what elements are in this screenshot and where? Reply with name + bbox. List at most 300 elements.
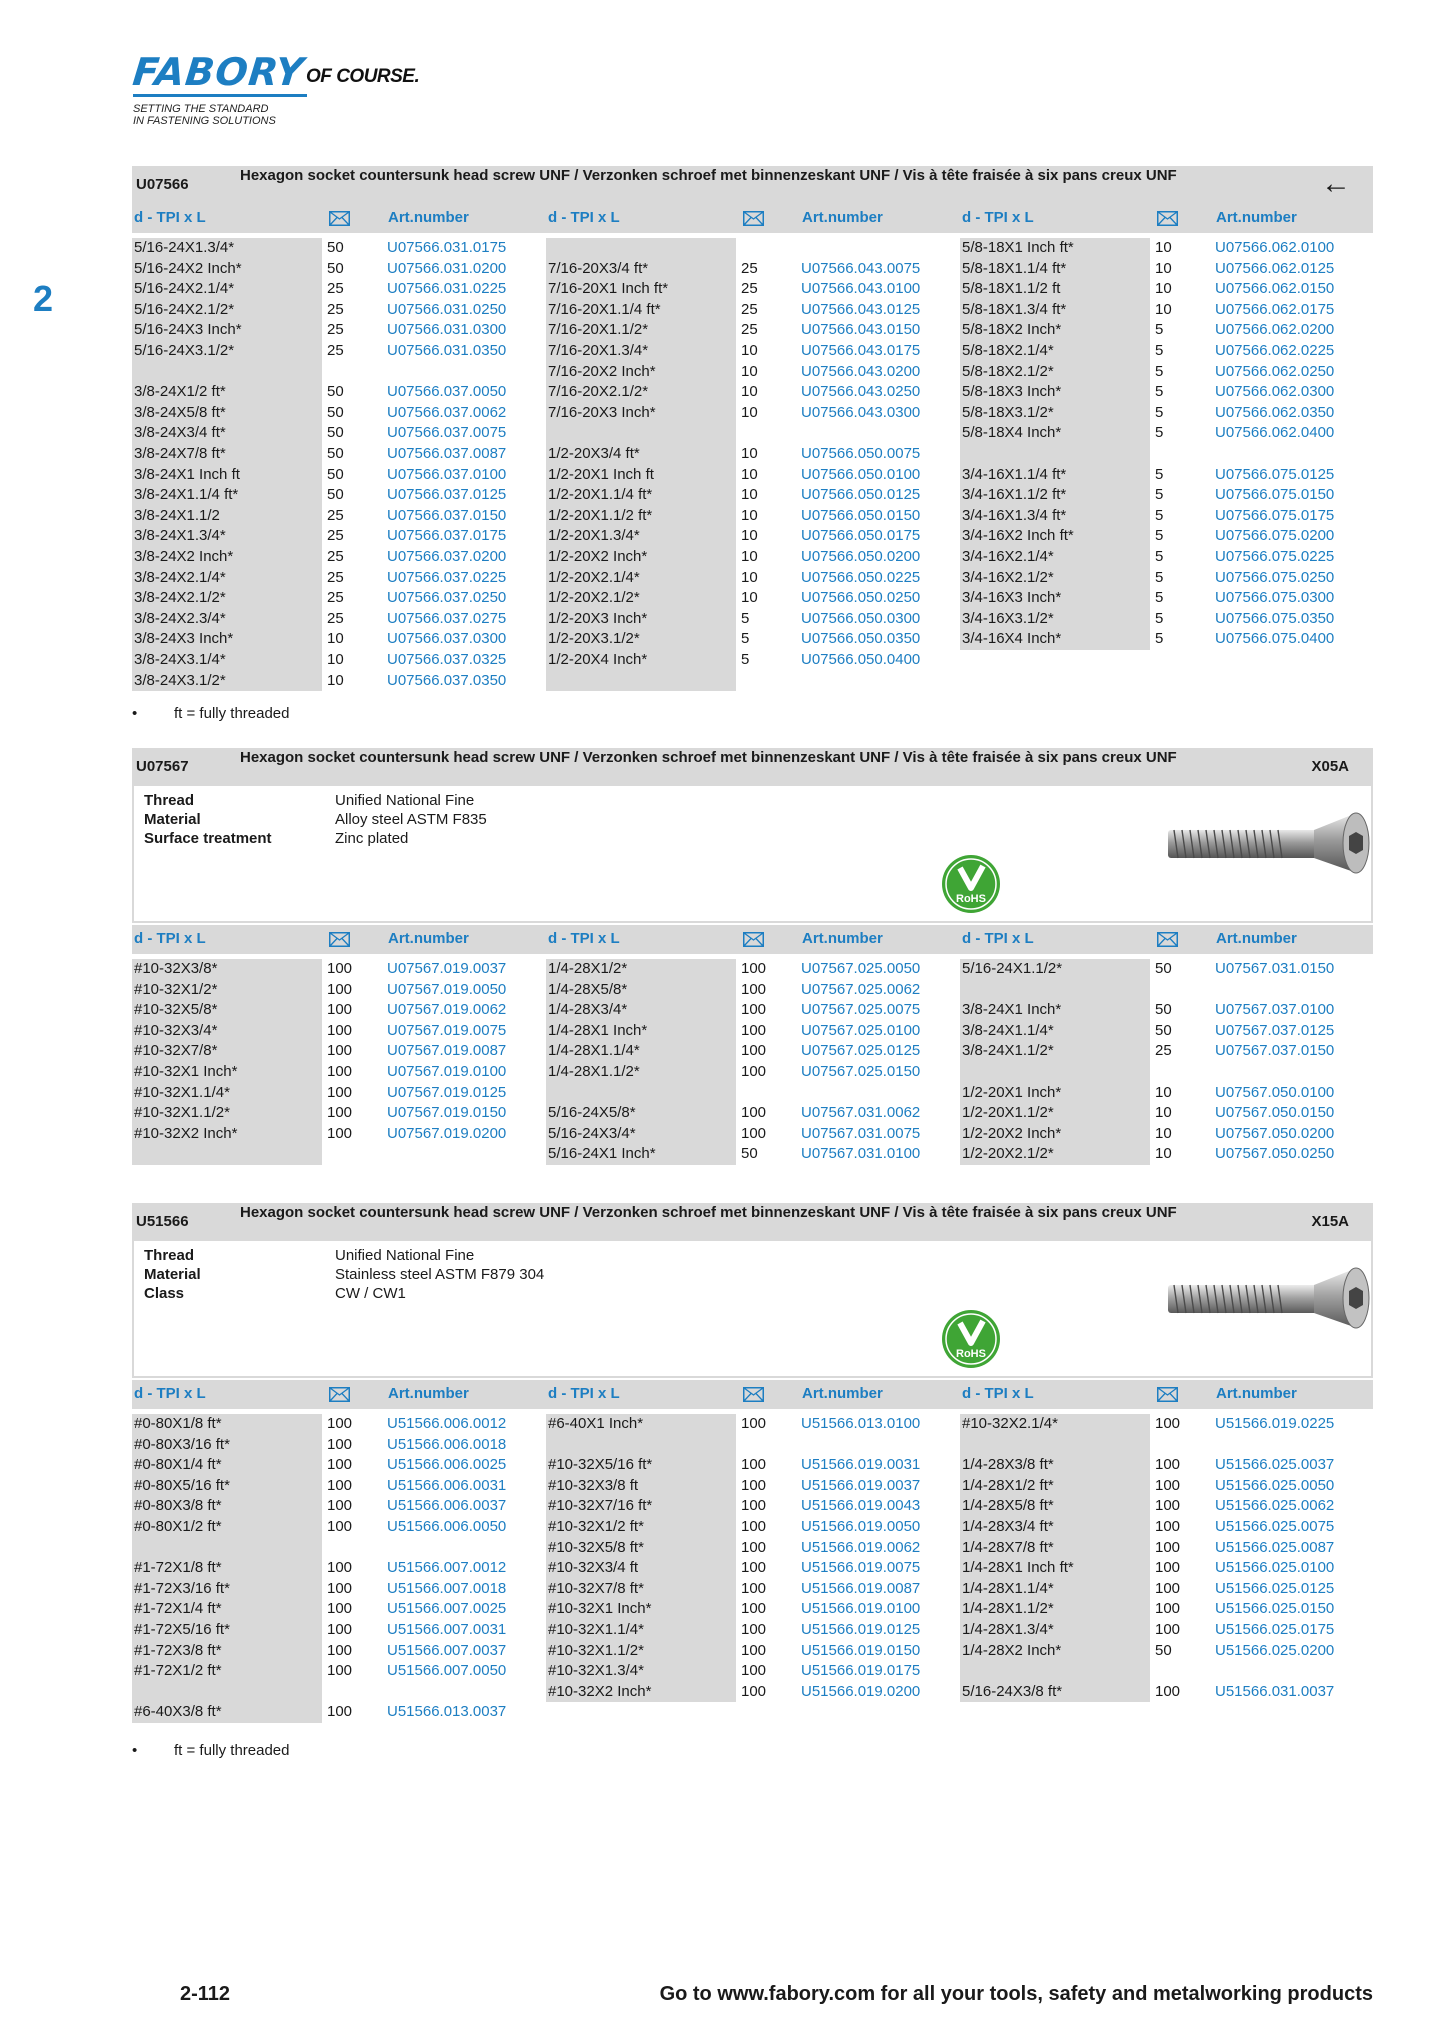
size-cell: #0-80X3/16 ft* <box>134 1435 230 1453</box>
art-number-cell[interactable]: U07566.031.0350 <box>387 342 507 359</box>
size-cell: #10-32X1.1/2* <box>134 1104 230 1122</box>
size-cell: 7/16-20X1 Inch ft* <box>548 280 669 298</box>
art-number-cell[interactable]: U07566.043.0300 <box>801 403 921 421</box>
quantity-cell: 5 <box>1155 589 1164 607</box>
property-value: CW / CW1 <box>335 1285 406 1302</box>
quantity-cell: 100 <box>327 1063 353 1080</box>
column-label-size: d - TPI x L <box>548 209 620 226</box>
size-cell: #10-32X1.1/4* <box>134 1083 230 1101</box>
property-label: Surface treatment <box>144 830 272 847</box>
quantity-cell: 100 <box>741 1621 767 1638</box>
section-title: Hexagon socket countersunk head screw UNF / Verzonken schroef met binnenzeskant UNF / Vis à tête fraisée à six pans creux UNF <box>240 749 1177 766</box>
size-cell: #1-72X3/8 ft* <box>134 1641 222 1659</box>
size-cell: #10-32X7/8* <box>134 1042 218 1060</box>
column-label-art-number: Art.number <box>388 930 469 947</box>
size-cell: #10-32X7/8 ft* <box>548 1579 644 1597</box>
size-cell: 3/4-16X1.1/2 ft* <box>962 486 1067 504</box>
art-number-cell[interactable]: U07566.037.0350 <box>387 671 507 689</box>
art-number-cell[interactable]: U51566.007.0018 <box>387 1579 507 1597</box>
art-number-cell[interactable]: U07566.037.0125 <box>387 486 507 504</box>
section-u07566 <box>132 166 1373 689</box>
quantity-cell: 10 <box>741 527 758 545</box>
size-cell: 1/2-20X1.1/4 ft* <box>548 486 653 504</box>
quantity-cell: 50 <box>327 403 344 421</box>
art-number-cell[interactable]: U51566.025.0150 <box>1215 1600 1335 1618</box>
size-cell: 5/8-18X1.3/4 ft* <box>962 300 1067 318</box>
art-number-cell[interactable]: U07566.050.0350 <box>801 630 921 648</box>
column-header-row <box>132 925 1373 954</box>
size-cell: #1-72X5/16 ft* <box>134 1621 230 1638</box>
property-label: Class <box>144 1285 185 1302</box>
art-number-cell[interactable]: U07566.050.0150 <box>801 506 921 524</box>
art-number-cell[interactable]: U07567.025.0075 <box>801 1001 921 1019</box>
size-cell: #10-32X1 Inch* <box>134 1063 238 1080</box>
art-number-cell[interactable]: U07566.043.0125 <box>801 300 921 318</box>
art-number-cell[interactable]: U07566.075.0350 <box>1215 609 1335 627</box>
quantity-cell: 100 <box>327 1104 353 1122</box>
quantity-cell: 25 <box>327 342 344 359</box>
size-cell: 1/4-28X1.1/2* <box>548 1063 640 1080</box>
art-number-cell[interactable]: U07567.019.0087 <box>387 1042 507 1060</box>
size-cell: 7/16-20X3 Inch* <box>548 403 656 421</box>
section-title: Hexagon socket countersunk head screw UNF / Verzonken schroef met binnenzeskant UNF / Vis à tête fraisée à six pans creux UNF <box>240 1204 1177 1221</box>
brand-name: FABORY <box>130 50 307 94</box>
size-cell: #10-32X3/4 ft <box>548 1559 639 1577</box>
section-header <box>132 166 1373 204</box>
size-cell: 1/2-20X4 Inch* <box>548 651 648 668</box>
quantity-cell: 100 <box>327 960 353 977</box>
quantity-cell: 25 <box>741 280 758 298</box>
size-cell: #1-72X1/8 ft* <box>134 1559 222 1577</box>
size-cell: 3/8-24X1 Inch ft <box>134 465 240 483</box>
art-number-cell[interactable]: U51566.025.0200 <box>1215 1641 1335 1659</box>
column-label-art-number: Art.number <box>1216 209 1297 226</box>
art-number-cell[interactable]: U51566.019.0150 <box>801 1641 921 1659</box>
art-number-cell[interactable]: U07566.062.0225 <box>1215 342 1335 359</box>
art-number-cell[interactable]: U07566.062.0150 <box>1215 280 1335 298</box>
art-number-cell[interactable]: U51566.025.0050 <box>1215 1476 1335 1494</box>
quantity-cell: 100 <box>741 1021 767 1039</box>
art-number-cell[interactable]: U51566.019.0125 <box>801 1621 921 1638</box>
art-number-cell[interactable]: U51566.019.0062 <box>801 1538 921 1556</box>
column-label-size: d - TPI x L <box>962 209 1034 226</box>
quantity-cell: 50 <box>327 383 344 401</box>
column-label-size: d - TPI x L <box>548 1385 620 1402</box>
section-category-code: X15A <box>1311 1213 1349 1230</box>
art-number-cell[interactable]: U07567.019.0037 <box>387 960 507 977</box>
column-label-art-number: Art.number <box>802 209 883 226</box>
art-number-cell[interactable]: U51566.007.0025 <box>387 1600 507 1618</box>
art-number-cell[interactable]: U51566.019.0075 <box>801 1559 921 1577</box>
art-number-cell[interactable]: U07567.025.0150 <box>801 1063 921 1080</box>
size-cell: #10-32X5/8 ft* <box>548 1538 644 1556</box>
art-number-cell[interactable]: U07566.037.0225 <box>387 568 507 586</box>
art-number-cell[interactable]: U07566.062.0100 <box>1215 239 1335 256</box>
envelope-icon <box>329 1387 350 1402</box>
quantity-cell: 100 <box>1155 1559 1181 1577</box>
size-cell: #10-32X7/16 ft* <box>548 1497 653 1515</box>
art-number-cell[interactable]: U51566.006.0031 <box>387 1476 507 1494</box>
quantity-cell: 50 <box>1155 1001 1172 1019</box>
size-cell: 1/4-28X1 Inch* <box>548 1021 648 1039</box>
quantity-cell: 5 <box>1155 486 1164 504</box>
size-cell: 1/2-20X1.1/2* <box>962 1104 1054 1122</box>
size-cell: 3/8-24X1.1/2* <box>962 1042 1054 1060</box>
quantity-cell: 10 <box>1155 300 1172 318</box>
size-cell: 3/8-24X2.1/4* <box>134 568 226 586</box>
property-value: Zinc plated <box>335 830 409 847</box>
size-cell: 1/2-20X2 Inch* <box>548 548 648 565</box>
size-cell: #0-80X1/4 ft* <box>134 1456 222 1474</box>
quantity-cell: 100 <box>1155 1518 1181 1535</box>
art-number-cell[interactable]: U07566.050.0075 <box>801 445 921 462</box>
art-number-cell[interactable]: U07566.037.0100 <box>387 465 507 483</box>
art-number-cell[interactable]: U07566.037.0275 <box>387 609 507 627</box>
art-number-cell[interactable]: U07566.037.0150 <box>387 506 507 524</box>
size-cell: 3/4-16X1.3/4 ft* <box>962 506 1067 524</box>
art-number-cell[interactable]: U51566.007.0031 <box>387 1621 507 1638</box>
art-number-cell[interactable]: U07566.050.0175 <box>801 527 921 545</box>
art-number-cell[interactable]: U51566.006.0050 <box>387 1518 507 1535</box>
art-number-cell[interactable]: U07566.031.0250 <box>387 300 507 318</box>
art-number-cell[interactable]: U07567.019.0062 <box>387 1001 507 1019</box>
size-cell: #10-32X1.1/2* <box>548 1641 644 1659</box>
art-number-cell[interactable]: U07567.050.0150 <box>1215 1104 1335 1122</box>
size-cell: 5/16-24X1.1/2* <box>962 960 1063 977</box>
art-number-cell[interactable]: U07566.043.0200 <box>801 362 921 380</box>
size-cell: 5/16-24X2 Inch* <box>134 259 242 277</box>
screw-image-icon <box>1164 1265 1374 1331</box>
art-number-cell[interactable]: U07567.025.0050 <box>801 960 921 977</box>
quantity-cell: 5 <box>1155 321 1164 339</box>
art-number-cell[interactable]: U07567.031.0075 <box>801 1124 921 1142</box>
quantity-cell: 100 <box>327 1476 353 1494</box>
column-label-art-number: Art.number <box>388 209 469 226</box>
quantity-cell: 25 <box>327 568 344 586</box>
art-number-cell[interactable]: U07566.043.0175 <box>801 342 921 359</box>
quantity-cell: 10 <box>741 486 758 504</box>
art-number-cell[interactable]: U51566.007.0012 <box>387 1559 507 1577</box>
art-number-cell[interactable]: U07566.037.0250 <box>387 589 507 607</box>
art-number-cell[interactable]: U07566.075.0225 <box>1215 548 1335 565</box>
art-number-cell[interactable]: U07566.050.0250 <box>801 589 921 607</box>
size-cell: 1/2-20X1.1/2 ft* <box>548 506 653 524</box>
size-cell: 1/4-28X1.3/4* <box>962 1621 1054 1638</box>
quantity-cell: 5 <box>1155 630 1164 648</box>
art-number-cell[interactable]: U51566.025.0062 <box>1215 1497 1335 1515</box>
size-cell: 5/16-24X3.1/2* <box>134 342 235 359</box>
art-number-cell[interactable]: U51566.013.0037 <box>387 1703 507 1721</box>
art-number-cell[interactable]: U51566.019.0100 <box>801 1600 921 1618</box>
art-number-cell[interactable]: U51566.007.0037 <box>387 1641 507 1659</box>
quantity-cell: 100 <box>741 1476 767 1494</box>
art-number-cell[interactable]: U07566.075.0200 <box>1215 527 1335 545</box>
size-cell: 1/4-28X1/2 ft* <box>962 1476 1054 1494</box>
art-number-cell[interactable]: U51566.031.0037 <box>1215 1682 1335 1700</box>
size-cell: 3/8-24X3 Inch* <box>134 630 234 648</box>
size-cell: 1/4-28X5/8 ft* <box>962 1497 1054 1515</box>
quantity-cell: 50 <box>327 486 344 504</box>
art-number-cell[interactable]: U07567.019.0200 <box>387 1124 507 1142</box>
column-label-size: d - TPI x L <box>134 930 206 947</box>
art-number-cell[interactable]: U51566.025.0100 <box>1215 1559 1335 1577</box>
size-cell: 7/16-20X2.1/2* <box>548 383 649 401</box>
art-number-cell[interactable]: U07566.062.0175 <box>1215 300 1335 318</box>
property-label: Material <box>144 1266 201 1283</box>
art-number-cell[interactable]: U07566.043.0075 <box>801 259 921 277</box>
art-number-cell[interactable]: U51566.025.0075 <box>1215 1518 1335 1535</box>
art-number-cell[interactable]: U07566.037.0075 <box>387 424 507 442</box>
size-cell: 5/16-24X2.1/4* <box>134 280 235 298</box>
art-number-cell[interactable]: U07566.050.0400 <box>801 651 921 668</box>
size-cell: 7/16-20X1.3/4* <box>548 342 649 359</box>
art-number-cell[interactable]: U51566.007.0050 <box>387 1662 507 1680</box>
quantity-cell: 25 <box>327 527 344 545</box>
art-number-cell[interactable]: U07566.037.0200 <box>387 548 507 565</box>
section-code: U07566 <box>136 176 189 193</box>
art-number-cell[interactable]: U07566.062.0250 <box>1215 362 1335 380</box>
size-cell: 1/4-28X3/4* <box>548 1001 628 1019</box>
art-number-cell[interactable]: U07567.019.0125 <box>387 1083 507 1101</box>
size-cell: 1/4-28X2 Inch* <box>962 1641 1062 1659</box>
art-number-cell[interactable]: U07566.050.0200 <box>801 548 921 565</box>
size-cell: 3/4-16X2.1/4* <box>962 548 1054 565</box>
art-number-cell[interactable]: U07567.037.0125 <box>1215 1021 1335 1039</box>
art-number-cell[interactable]: U51566.025.0175 <box>1215 1621 1335 1638</box>
quantity-cell: 10 <box>741 465 758 483</box>
quantity-cell: 50 <box>741 1145 758 1163</box>
art-number-cell[interactable]: U51566.019.0087 <box>801 1579 921 1597</box>
art-number-cell[interactable]: U07566.075.0400 <box>1215 630 1335 648</box>
size-cell: 5/8-18X2 Inch* <box>962 321 1062 339</box>
column-header-row <box>132 1380 1373 1409</box>
art-number-cell[interactable]: U07566.050.0300 <box>801 609 921 627</box>
art-number-cell[interactable]: U51566.025.0037 <box>1215 1456 1335 1474</box>
size-cell: 1/4-28X1.1/4* <box>962 1579 1054 1597</box>
size-cell: #10-32X3/8* <box>134 960 218 977</box>
size-cell: #1-72X1/4 ft* <box>134 1600 222 1618</box>
art-number-cell[interactable]: U07566.043.0100 <box>801 280 921 298</box>
property-value: Stainless steel ASTM F879 304 <box>335 1266 545 1283</box>
art-number-cell[interactable]: U51566.019.0043 <box>801 1497 921 1515</box>
quantity-cell: 50 <box>327 239 344 256</box>
art-number-cell[interactable]: U07567.037.0150 <box>1215 1042 1335 1060</box>
quantity-cell: 100 <box>327 1703 353 1721</box>
size-cell: #10-32X3/8 ft <box>548 1476 639 1494</box>
quantity-cell: 100 <box>1155 1579 1181 1597</box>
quantity-cell: 100 <box>327 1435 353 1453</box>
property-label: Material <box>144 811 201 828</box>
art-number-cell[interactable]: U51566.006.0025 <box>387 1456 507 1474</box>
envelope-icon <box>743 211 764 226</box>
size-cell: 5/8-18X3.1/2* <box>962 403 1054 421</box>
quantity-cell: 50 <box>1155 1641 1172 1659</box>
art-number-cell[interactable]: U51566.019.0175 <box>801 1662 921 1680</box>
size-cell: #1-72X1/2 ft* <box>134 1662 222 1680</box>
rohs-icon <box>941 854 1001 914</box>
size-cell: 5/16-24X3/4* <box>548 1124 636 1142</box>
size-cell: 5/16-24X2.1/2* <box>134 300 235 318</box>
art-number-cell[interactable]: U07566.037.0325 <box>387 651 507 668</box>
size-cell: 3/8-24X7/8 ft* <box>134 445 226 462</box>
size-cell: 3/4-16X2 Inch ft* <box>962 527 1074 545</box>
art-number-cell[interactable]: U07567.025.0062 <box>801 980 921 998</box>
chapter-number: 2 <box>33 278 54 319</box>
rohs-label: RoHS <box>956 893 986 905</box>
art-number-cell[interactable]: U07567.031.0100 <box>801 1145 921 1163</box>
art-number-cell[interactable]: U07567.050.0200 <box>1215 1124 1335 1142</box>
art-number-cell[interactable]: U51566.013.0100 <box>801 1415 921 1432</box>
size-cell: #10-32X1/2* <box>134 980 218 998</box>
quantity-cell: 100 <box>741 1042 767 1060</box>
section-code: U07567 <box>136 758 189 775</box>
envelope-icon <box>329 211 350 226</box>
art-number-cell[interactable]: U07566.037.0050 <box>387 383 507 401</box>
art-number-cell[interactable]: U07566.043.0250 <box>801 383 921 401</box>
quantity-cell: 5 <box>1155 527 1164 545</box>
art-number-cell[interactable]: U07566.037.0175 <box>387 527 507 545</box>
column-label-art-number: Art.number <box>388 1385 469 1402</box>
quantity-cell: 10 <box>741 383 758 401</box>
column-label-size: d - TPI x L <box>134 209 206 226</box>
product-grid <box>132 238 1373 691</box>
quantity-cell: 100 <box>327 1518 353 1535</box>
screw-image-icon <box>1164 810 1374 876</box>
art-number-cell[interactable]: U07567.019.0075 <box>387 1021 507 1039</box>
art-number-cell[interactable]: U07566.037.0087 <box>387 445 507 462</box>
art-number-cell[interactable]: U07566.031.0175 <box>387 239 507 256</box>
art-number-cell[interactable]: U07567.019.0100 <box>387 1063 507 1080</box>
size-cell: 5/8-18X2.1/2* <box>962 362 1054 380</box>
quantity-cell: 5 <box>741 630 750 648</box>
size-cell: 5/8-18X1 Inch ft* <box>962 239 1074 256</box>
quantity-cell: 100 <box>327 1641 353 1659</box>
column-label-size: d - TPI x L <box>962 1385 1034 1402</box>
quantity-cell: 5 <box>1155 548 1164 565</box>
art-number-cell[interactable]: U07566.062.0400 <box>1215 424 1335 442</box>
column-label-size: d - TPI x L <box>134 1385 206 1402</box>
quantity-cell: 50 <box>327 259 344 277</box>
column-label-art-number: Art.number <box>802 930 883 947</box>
art-number-cell[interactable]: U51566.025.0087 <box>1215 1538 1335 1556</box>
size-cell: 3/8-24X1.1/4* <box>962 1021 1054 1039</box>
quantity-cell: 25 <box>327 321 344 339</box>
art-number-cell[interactable]: U07566.043.0150 <box>801 321 921 339</box>
art-number-cell[interactable]: U07567.025.0125 <box>801 1042 921 1060</box>
art-number-cell[interactable]: U07566.075.0250 <box>1215 568 1335 586</box>
size-cell: #10-32X3/4* <box>134 1021 218 1039</box>
art-number-cell[interactable]: U07567.025.0100 <box>801 1021 921 1039</box>
art-number-cell[interactable]: U51566.019.0200 <box>801 1682 921 1700</box>
art-number-cell[interactable]: U07567.050.0100 <box>1215 1083 1335 1101</box>
quantity-cell: 10 <box>1155 1083 1172 1101</box>
art-number-cell[interactable]: U51566.006.0037 <box>387 1497 507 1515</box>
size-cell: 1/2-20X1.3/4* <box>548 527 640 545</box>
art-number-cell[interactable]: U07567.031.0062 <box>801 1104 921 1122</box>
art-number-cell[interactable]: U51566.019.0225 <box>1215 1415 1335 1432</box>
quantity-cell: 10 <box>1155 280 1172 298</box>
quantity-cell: 10 <box>741 589 758 607</box>
art-number-cell[interactable]: U51566.006.0012 <box>387 1415 507 1432</box>
quantity-cell: 10 <box>1155 259 1172 277</box>
art-number-cell[interactable]: U07567.050.0250 <box>1215 1145 1335 1163</box>
quantity-cell: 10 <box>1155 1124 1172 1142</box>
size-cell: 1/2-20X2.1/4* <box>548 568 640 586</box>
art-number-cell[interactable]: U07566.075.0150 <box>1215 486 1335 504</box>
quantity-cell: 10 <box>327 651 344 668</box>
art-number-cell[interactable]: U07566.075.0175 <box>1215 506 1335 524</box>
property-label: Thread <box>144 792 195 809</box>
column-label-size: d - TPI x L <box>962 930 1034 947</box>
size-cell: 1/4-28X7/8 ft* <box>962 1538 1054 1556</box>
envelope-icon <box>1157 932 1178 947</box>
art-number-cell[interactable]: U07566.037.0062 <box>387 403 507 421</box>
quantity-cell: 100 <box>741 1662 767 1680</box>
quantity-cell: 10 <box>327 630 344 648</box>
art-number-cell[interactable]: U07566.037.0300 <box>387 630 507 648</box>
quantity-cell: 100 <box>741 1559 767 1577</box>
art-number-cell[interactable]: U51566.006.0018 <box>387 1435 507 1453</box>
size-cell: 1/2-20X2.1/2* <box>962 1145 1054 1163</box>
quantity-cell: 5 <box>1155 383 1164 401</box>
art-number-cell[interactable]: U07566.075.0125 <box>1215 465 1335 483</box>
art-number-cell[interactable]: U51566.019.0050 <box>801 1518 921 1535</box>
quantity-cell: 50 <box>1155 1021 1172 1039</box>
art-number-cell[interactable]: U07567.031.0150 <box>1215 960 1335 977</box>
art-number-cell[interactable]: U07566.062.0200 <box>1215 321 1335 339</box>
art-number-cell[interactable]: U07567.019.0050 <box>387 980 507 998</box>
art-number-cell[interactable]: U07566.050.0100 <box>801 465 921 483</box>
size-cell: #10-32X2 Inch* <box>134 1124 238 1142</box>
art-number-cell[interactable]: U07566.031.0300 <box>387 321 507 339</box>
art-number-cell[interactable]: U07566.031.0200 <box>387 259 507 277</box>
quantity-cell: 100 <box>327 1001 353 1019</box>
art-number-cell[interactable]: U07567.019.0150 <box>387 1104 507 1122</box>
art-number-cell[interactable]: U51566.025.0125 <box>1215 1579 1335 1597</box>
section-u51566 <box>132 1203 1373 1721</box>
quantity-cell: 100 <box>741 1063 767 1080</box>
art-number-cell[interactable]: U07566.062.0350 <box>1215 403 1335 421</box>
art-number-cell[interactable]: U51566.019.0031 <box>801 1456 921 1474</box>
art-number-cell[interactable]: U07566.050.0125 <box>801 486 921 504</box>
envelope-icon <box>743 932 764 947</box>
column-label-art-number: Art.number <box>802 1385 883 1402</box>
size-cell: 1/4-28X3/8 ft* <box>962 1456 1054 1474</box>
quantity-cell: 5 <box>1155 465 1164 483</box>
size-cell: 3/8-24X3.1/2* <box>134 671 226 689</box>
size-cell: 3/8-24X3/4 ft* <box>134 424 226 442</box>
quantity-cell: 100 <box>741 1456 767 1474</box>
quantity-cell: 10 <box>741 342 758 359</box>
art-number-cell[interactable]: U07566.062.0300 <box>1215 383 1335 401</box>
arrow-left-icon: ← <box>1321 167 1351 200</box>
quantity-cell: 25 <box>327 609 344 627</box>
size-cell: #10-32X1.1/4* <box>548 1621 644 1638</box>
art-number-cell[interactable]: U07566.075.0300 <box>1215 589 1335 607</box>
size-cell: 1/4-28X3/4 ft* <box>962 1518 1054 1535</box>
envelope-icon <box>1157 1387 1178 1402</box>
art-number-cell[interactable]: U51566.019.0037 <box>801 1476 921 1494</box>
quantity-cell: 5 <box>1155 568 1164 586</box>
art-number-cell[interactable]: U07566.050.0225 <box>801 568 921 586</box>
footnote-bullet: • <box>132 705 138 722</box>
quantity-cell: 100 <box>741 1538 767 1556</box>
art-number-cell[interactable]: U07567.037.0100 <box>1215 1001 1335 1019</box>
size-cell: 3/8-24X1.1/2 <box>134 506 220 524</box>
art-number-cell[interactable]: U07566.031.0225 <box>387 280 507 298</box>
size-cell: 1/2-20X2 Inch* <box>962 1124 1062 1142</box>
art-number-cell[interactable]: U07566.062.0125 <box>1215 259 1335 277</box>
